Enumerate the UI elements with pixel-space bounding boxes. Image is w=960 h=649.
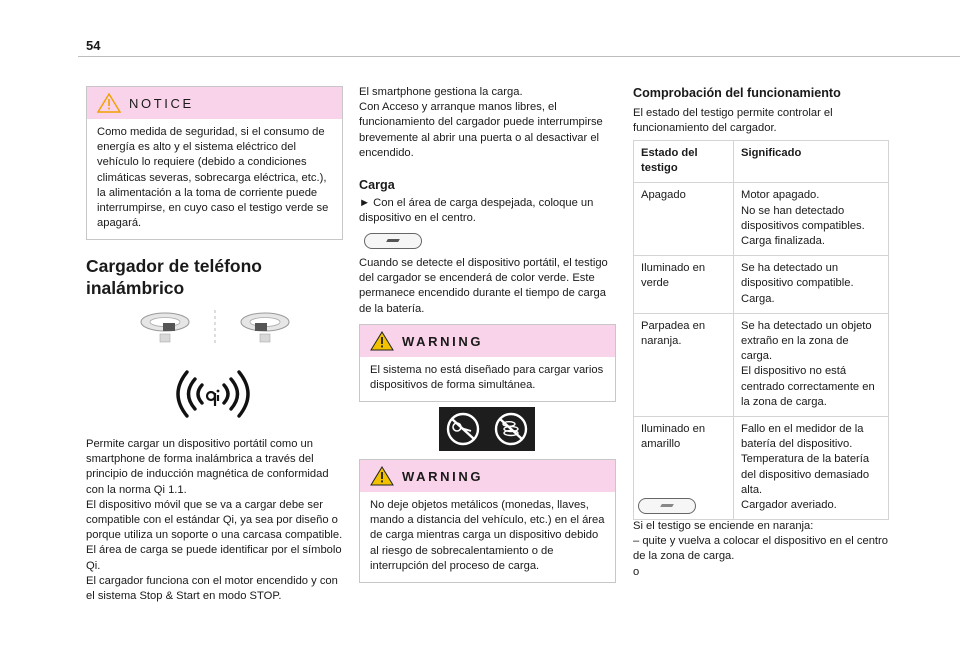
table-cell-state: Iluminado en amarillo (634, 417, 734, 520)
meaning-line: Se ha detectado un objeto extraño en la zona de carga. (741, 319, 872, 363)
table-cell-meaning (734, 256, 889, 314)
table-header: Estado del testigo (634, 141, 734, 183)
table-cell-meaning (734, 183, 889, 256)
page-number: 54 (86, 38, 101, 53)
paragraph: El dispositivo móvil que se va a cargar debe ser compatible con el estándar Qi, ya sea por diseño o porque utiliza un soporte o una carcasa compatible. (86, 498, 343, 542)
paragraph: El área de carga se puede identificar por el símbolo Qi. (86, 544, 342, 572)
notice-box (86, 86, 343, 240)
meaning-line: No se han detectado dispositivos compatibles. (741, 204, 865, 232)
notice-header (87, 87, 342, 119)
meaning-line: Cargador averiado. (741, 499, 837, 512)
meaning-line: El dispositivo no está centrado correctamente en la zona de carga. (741, 365, 875, 408)
table-cell-state: Iluminado en verde (634, 256, 734, 314)
table-row (634, 313, 889, 416)
qi-wireless-icon (165, 366, 261, 422)
warning-box (359, 459, 616, 583)
paragraph: El cargador funciona con el motor encendido y con el sistema Stop & Start en modo STOP. (86, 574, 338, 603)
section-title-line2: inalámbrico (86, 278, 185, 298)
table-cell-state: Apagado (634, 183, 734, 256)
meaning-line: Se ha detectado un dispositivo compatible. (741, 262, 854, 290)
paragraph: – quite y vuelva a colocar el dispositivo en el centro de la zona de carga. (633, 535, 888, 563)
carga-step: ► Con el área de carga despejada, coloque un dispositivo en el centro. (359, 197, 594, 225)
steering-wheel-illustration (135, 306, 295, 348)
meaning-line: Fallo en el medidor de la batería del dispositivo. (741, 423, 864, 451)
meaning-line: Motor apagado. (741, 189, 820, 202)
paragraph: Si el testigo se enciende en naranja: (633, 520, 814, 532)
table-cell-meaning (734, 417, 889, 520)
paragraph: Con Acceso y arranque manos libres, el funcionamiento del cargador puede interrumpirse brevemente al abrir una puerta o al desactivar el encendido. (359, 101, 603, 159)
prohibition-illustration (439, 407, 535, 451)
warning-box (359, 324, 616, 402)
table-row (634, 183, 889, 256)
table-header-row (634, 141, 889, 183)
paragraph: o (633, 565, 640, 578)
table-header: Significado (734, 141, 889, 183)
col2-intro (359, 85, 617, 161)
carga-text: Cuando se detecte el dispositivo portátil, el testigo del cargador se encenderá de color verde. Este permanece encendido durante el tiempo de carga de la batería. (359, 257, 608, 315)
charging-indicator-icon (638, 498, 696, 514)
notice-text: Como medida de seguridad, si el consumo de energía es alto y el sistema eléctrico del vehículo lo requiere (debido a condiciones climáticas severas, sobrecarga eléctrica, etc.), la alimentación a la toma de corriente puede interrumpirse, en cuyo caso el testigo verde se apagará. (97, 126, 329, 230)
status-table (633, 140, 889, 520)
col3-title: Comprobación del funcionamiento (633, 86, 841, 100)
charging-indicator-icon (364, 233, 422, 249)
paragraph: Permite cargar un dispositivo portátil como un smartphone de forma inalámbrica a través del principio de inducción magnética de conformidad con la norma Qi 1.1. (86, 438, 329, 496)
warning-header (360, 325, 615, 357)
steering-wheel-icon (241, 313, 289, 342)
table-cell-meaning (734, 313, 889, 416)
warning-text: El sistema no está diseñado para cargar varios dispositivos de forma simultánea. (370, 364, 604, 392)
section-title (86, 255, 262, 299)
warning-label: WARNING (402, 468, 484, 484)
header-rule (78, 56, 960, 57)
warning-text: No deje objetos metálicos (monedas, llaves, mando a distancia del vehículo, etc.) en el área de carga mientras carga un dispositivo debido al riesgo de sobrecalentamiento o de interrupción del proceso de carga. (370, 499, 605, 572)
col3-after (633, 519, 891, 580)
section-title-line1: Cargador de teléfono (86, 256, 262, 276)
warning-header (360, 460, 615, 492)
warning-triangle-icon (370, 466, 394, 486)
col3-intro: El estado del testigo permite controlar el funcionamiento del cargador. (633, 107, 833, 135)
warning-triangle-icon (370, 331, 394, 351)
meaning-line: Temperatura de la batería del dispositivo demasiado alta. (741, 453, 870, 496)
table-cell-state: Parpadea en naranja. (634, 313, 734, 416)
notice-label: NOTICE (129, 95, 194, 111)
paragraph: El smartphone gestiona la carga. (359, 86, 523, 98)
meaning-line: Carga finalizada. (741, 235, 825, 248)
carga-title: Carga (359, 178, 395, 192)
section1-body (86, 437, 344, 604)
warning-triangle-icon (97, 93, 121, 113)
meaning-line: Carga. (741, 292, 775, 305)
steering-wheel-icon (141, 313, 189, 342)
warning-label: WARNING (402, 333, 484, 349)
table-row (634, 256, 889, 314)
